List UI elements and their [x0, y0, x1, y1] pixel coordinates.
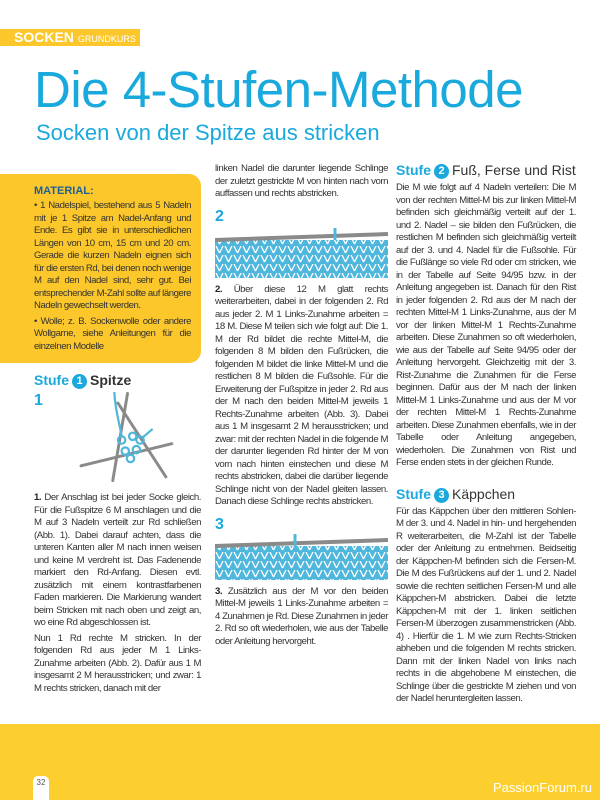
figure-3: [215, 516, 388, 580]
figure-2: [215, 208, 388, 278]
stufe1-text-col2c: [215, 586, 388, 652]
step-text: Der Anschlag ist bei jeder Socke gleich. Für die Fußspitze 6 M anschlagen und die M auf 3 Nadeln verteilt zur Rd schließen (Abb. 1). Dabei darauf achten, dass die unteren Kanten aller M nach innen weisen und keine M verdreht ist. Das Fadenende markiert den Rd-Anfang. Diesen evtl. zusätzlich mit einem kontrastfarbenen Faden markieren. Die Markierung wandert beim Stricken mit nach oben und zeigt an, wo eine Rd abgeschlossen ist.: [34, 492, 201, 628]
stufe1-text-col1: [34, 492, 201, 698]
stufe1-text-col2: [215, 163, 388, 204]
figure-number: 1: [34, 392, 43, 409]
stufe-label: Stufe: [396, 162, 431, 178]
material-item: • Wolle; z. B. Sockenwolle oder andere Wollgarne, siehe Anleitungen für die einzelnen Modelle: [34, 315, 191, 352]
step-text: Die M wie folgt auf 4 Nadeln verteilen: Die M von der rechten Mittel-M bis zur linken Mittel-M befinden sich gleichmäßig verteilt auf der 1. und 2. Nadel – sie bilden den Fußrücken, die restlichen M befinden sich gleichmäßig verteilt auf der 3. und 4. Nadel für die Fußsohle. Für die Fußlänge so viele Rd oder cm stricken, wie in der Tabelle auf Seite 94/95 bzw. in der Anleitung angegeben ist. Danach für den Rist in jeder folgenden 2. Rd aus der M nach der rechten Mittel-M 1 Links-Zunahme, aus der M vor der linken Mittel-M 1 Rechts-Zunahme arbeiten. Diese Zunahmen so oft wiederholen, wie aus der Tabelle auf Seite 94/95 oder der Anleitung hervorgeht. Gleichzeitig mit der 3. Rist-Zunahme die Zunahmen für die Ferse beginnen. Dafür aus der M nach der linken Mittel-M 1 Links-Zunahme und aus der M vor der rechten Mittel-M 1 Rechts-Zunahme arbeiten. Diese Zunahmen ebenfalls, wie in der Tabelle oder Anleitung angegeben, wiederholen. Die Zunahmen von Rist und Ferse enden stets in der gleichen Runde.: [396, 182, 576, 468]
stufe-title: Fuß, Ferse und Rist: [452, 162, 576, 178]
stufe-label: Stufe: [396, 485, 431, 502]
stufe-label: Stufe: [34, 372, 69, 388]
stufe3-heading: [396, 485, 576, 503]
material-box: [0, 174, 201, 363]
step-text: Über diese 12 M glatt rechts weiterarbeiten, dabei in der folgenden 2. Rd aus jeder 2. M 1 Links-Zunahme arbeiten = 18 M. Diese M teilen sich wie folgt auf: Die 1. M der Rd bildet die rechte Mittel-M, die folgenden 8 M bilden den Fußrücken, die folgenden M bildet die linke Mittel-M und die restlichen 8 M bilden die Fußsohle. Für die Erweiterung der Fußspitze in jeder 2. Rd aus der M nach den beiden Mittel-M jeweils 1 Rechts-Zunahme arbeiten (Abb. 3). Dabei aus 1 M insgesamt 2 M herausstricken; und zwar: mit der rechten Nadel in die folgende M der darunter liegenden Rd hinter der M von vorn nach hinten einstechen und diese M rechts abstricken, dabei die darüber liegende Schlinge nicht von der Nadel gleiten lassen. Danach diese Schlinge rechts abstricken.: [215, 283, 388, 507]
figure-1-needles-illustration: [64, 392, 194, 488]
stufe-title: Käppchen: [452, 485, 516, 502]
column-2: [215, 163, 388, 651]
figure-number: 2: [215, 207, 224, 225]
step-text: Für das Käppchen über den mittleren Sohlen-M der 3. und 4. Nadel in hin- und hergehenden R weiterarbeiten, die M-Zahl ist der Tabelle oder der Anleitung zu entnehmen. Beidseitig der Käppchen-M befinden sich die Fersen-M. Die M des Fußrückens auf der 1. und 2. Nadel sowie die rechten seitlichen Fersen-M und alle Käppchen-M abstricken. Dabei die letzte Käppchen-M mit der 1. linken seitlichen Fersen-M überzogen zusammenstricken (Abb. 4) . Hierfür die 1. M wie zum Rechts-Stricken abheben und die folgenden M rechts stricken. Dann mit der linken Nadel von links nach rechts in die abgehobene M einstechen, die Schlinge über die gestrickte M ziehen und von der Nadel heruntergleiten lassen.: [396, 505, 576, 704]
figure-2-knitting-illustration: [215, 228, 388, 278]
stufe3-text: [396, 506, 576, 709]
material-item: • 1 Nadelspiel, bestehend aus 5 Nadeln mit je 1 Spitze am Nadel-Anfang und Ende. Es gibt sie in unterschiedlichen Längen von 10 cm, 15 cm und 20 cm. Gerade die kurzen Nadeln eignen sich für die ersten Rd, bei denen noch wenige M auf den Nadel sind, sehr gut. Bei entsprechender M-Zahl sollte auf längere Nadeln gewechselt werden.: [34, 200, 191, 311]
stufe1-heading: [34, 371, 201, 389]
stufe2-heading: [396, 161, 576, 179]
page-number: 32: [33, 776, 49, 800]
stufe2-text: [396, 182, 576, 473]
watermark: PassionForum.ru: [493, 780, 592, 795]
section-label: SOCKEN: [14, 29, 74, 45]
page-title: Die 4-Stufen-Methode: [34, 61, 523, 118]
step-number-badge: 1: [72, 374, 87, 389]
column-3: [396, 161, 576, 709]
step-number: 2.: [215, 283, 223, 295]
step-number-badge: 3: [434, 488, 449, 503]
step-text: Nun 1 Rd rechte M stricken. In der folgenden Rd aus jeder M 1 Links-Zunahme arbeiten (Abb. 2). Dafür aus 1 M insgesamt 2 M herausstricken; und zwar: 1 M rechts stricken, danach mit der: [34, 632, 201, 694]
section-tag: [0, 29, 140, 46]
page-subtitle: Socken von der Spitze aus stricken: [36, 120, 380, 145]
figure-3-knitting-illustration: [215, 534, 388, 580]
column-1: [34, 174, 201, 698]
figure-number: 3: [215, 515, 224, 533]
stufe1-text-col2b: [215, 284, 388, 512]
step-text: Zusätzlich aus der M vor den beiden Mittel-M jeweils 1 Links-Zunahme arbeiten = 4 Zunahmen je Rd. Diese Zunahmen in jeder 2. Rd so oft wiederholen, wie aus der Tabelle oder Anleitung hervorgeht.: [215, 585, 388, 647]
stufe-title: Spitze: [90, 372, 132, 388]
step-number: 3.: [215, 585, 223, 597]
step-text: linken Nadel die darunter liegende Schlinge der zuletzt gestrickte M von hinten nach vorn auffassen und rechts abstricken.: [215, 163, 388, 199]
material-heading: MATERIAL:: [34, 185, 94, 197]
step-number-badge: 2: [434, 164, 449, 179]
subsection-label: GRUNDKURS: [77, 34, 136, 44]
step-number: 1.: [34, 492, 42, 503]
figure-1: [34, 392, 201, 488]
